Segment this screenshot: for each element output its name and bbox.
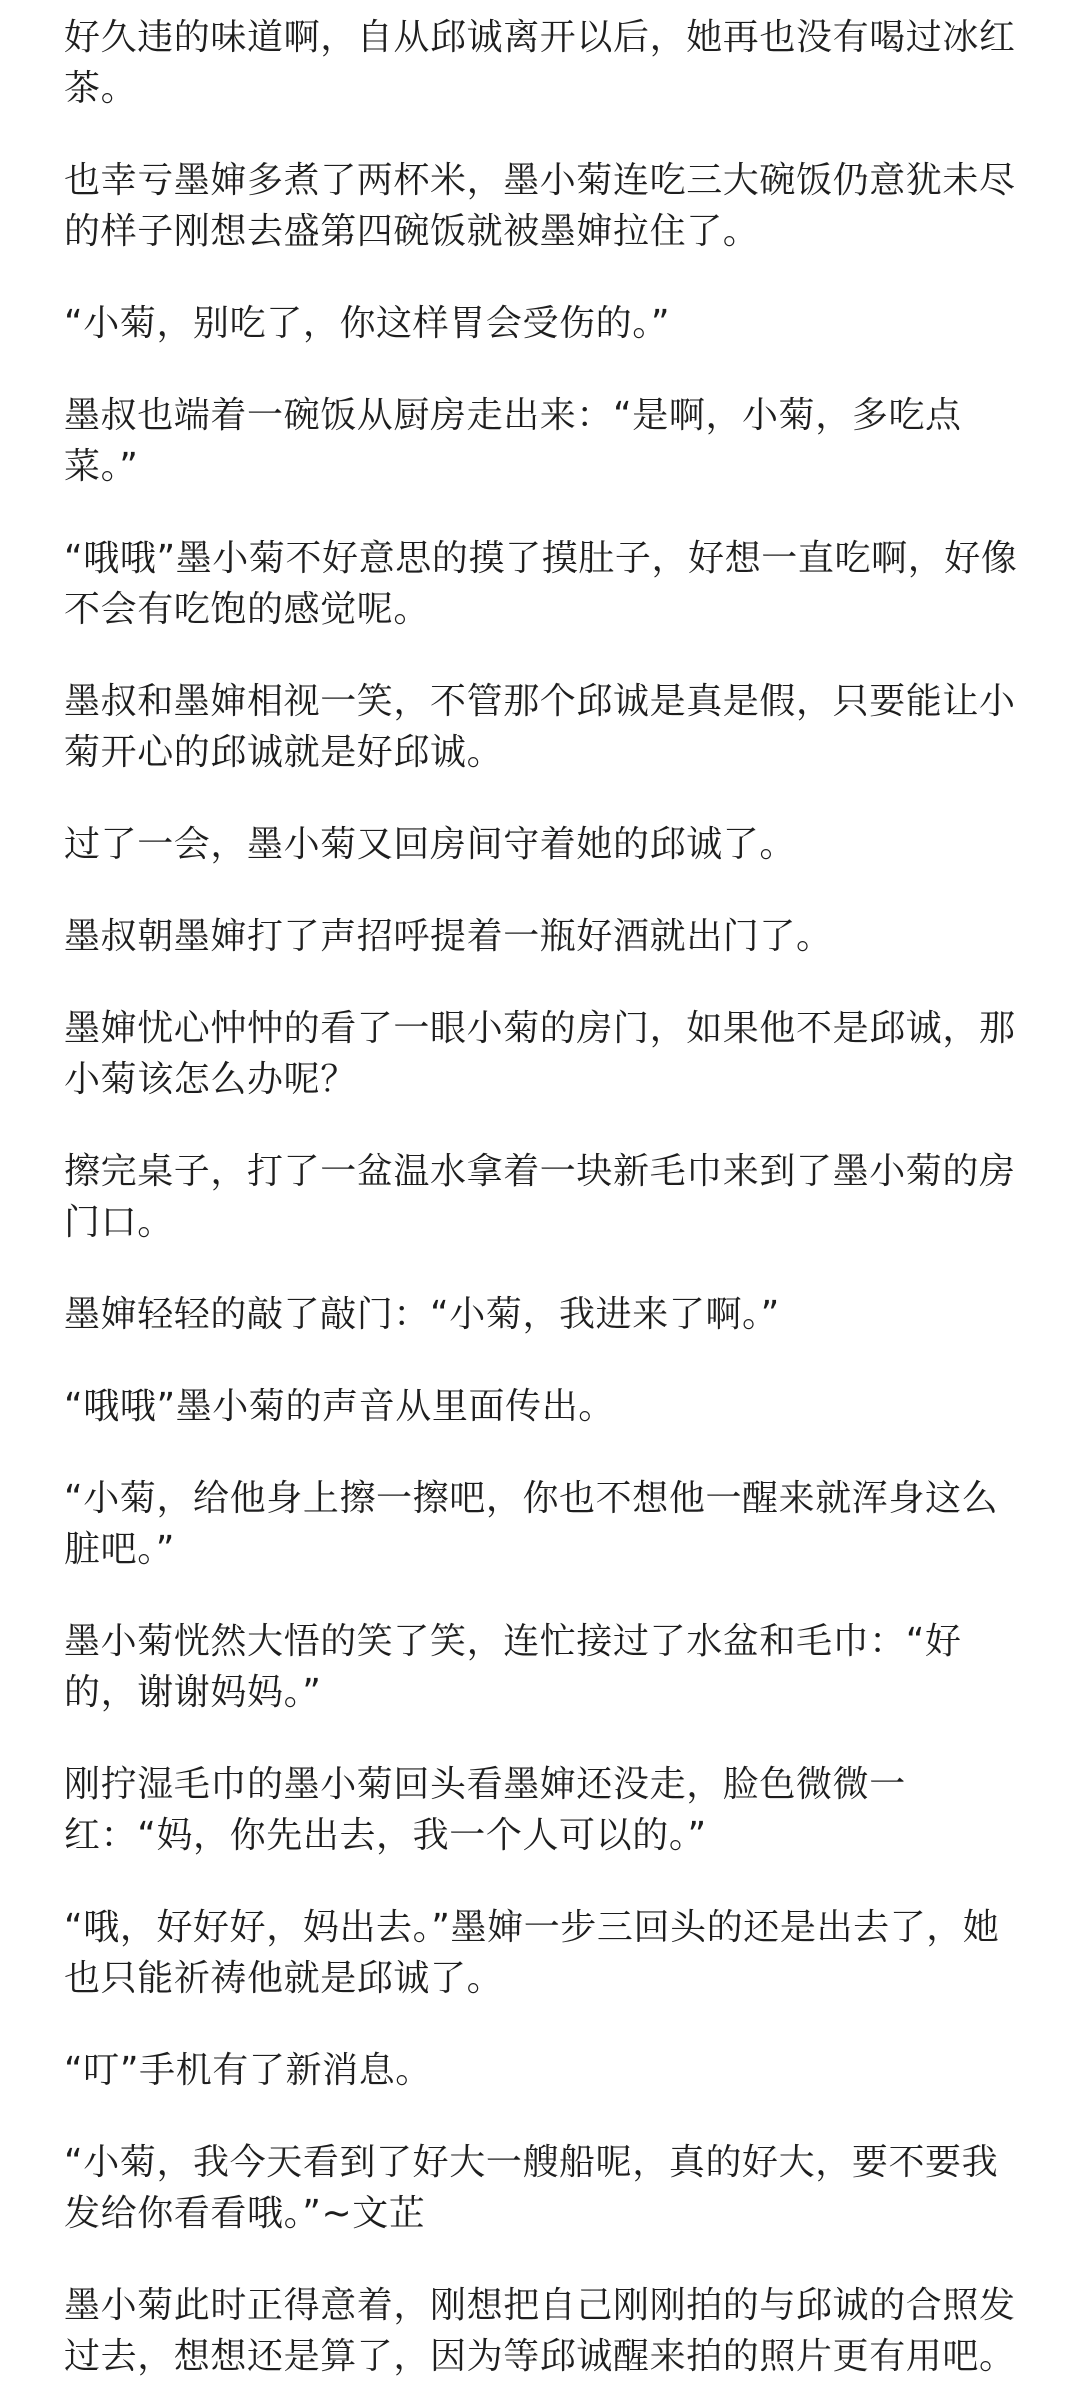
paragraph: 墨小菊此时正得意着，刚想把自己刚刚拍的与邱诚的合照发过去，想想还是算了，因为等邱诚醒来拍的照片更有用吧。	[64, 2285, 1016, 2377]
paragraph: “哦哦”墨小菊不好意思的摸了摸肚子，好想一直吃啊，好像不会有吃饱的感觉呢。	[64, 538, 1018, 630]
paragraph: 墨小菊恍然大悟的笑了笑，连忙接过了水盆和毛巾：“好的，谢谢妈妈。”	[64, 1621, 962, 1713]
paragraph: 墨婶忧心忡忡的看了一眼小菊的房门，如果他不是邱诚，那小菊该怎么办呢？	[64, 1008, 1016, 1100]
paragraph: “哦，好好好，妈出去。”墨婶一步三回头的还是出去了，她也只能祈祷他就是邱诚了。	[64, 1907, 1000, 1999]
paragraph: 好久违的味道啊，自从邱诚离开以后，她再也没有喝过冰红茶。	[64, 17, 1016, 109]
paragraph: 也幸亏墨婶多煮了两杯米，墨小菊连吃三大碗饭仍意犹未尽的样子刚想去盛第四碗饭就被墨婶拉住了。	[64, 160, 1016, 252]
paragraph: “叮”手机有了新消息。	[64, 2050, 432, 2091]
paragraph: 墨叔也端着一碗饭从厨房走出来：“是啊，小菊，多吃点菜。”	[64, 395, 962, 487]
paragraph: “小菊，别吃了，你这样胃会受伤的。”	[64, 303, 671, 344]
paragraph: 过了一会，墨小菊又回房间守着她的邱诚了。	[64, 824, 797, 865]
paragraph: 刚拧湿毛巾的墨小菊回头看墨婶还没走，脸色微微一红：“妈，你先出去，我一个人可以的。”	[64, 1764, 906, 1856]
paragraph: 墨婶轻轻的敲了敲门：“小菊，我进来了啊。”	[64, 1294, 780, 1335]
paragraph: “哦哦”墨小菊的声音从里面传出。	[64, 1386, 615, 1427]
paragraph: “小菊，给他身上擦一擦吧，你也不想他一醒来就浑身这么脏吧。”	[64, 1478, 999, 1570]
paragraph: 擦完桌子，打了一盆温水拿着一块新毛巾来到了墨小菊的房门口。	[64, 1151, 1016, 1243]
paragraph: 墨叔朝墨婶打了声招呼提着一瓶好酒就出门了。	[64, 916, 833, 957]
paragraph: 墨叔和墨婶相视一笑，不管那个邱诚是真是假，只要能让小菊开心的邱诚就是好邱诚。	[64, 681, 1016, 773]
paragraph: “小菊，我今天看到了好大一艘船呢，真的好大，要不要我发给你看看哦。”~文芷	[64, 2142, 999, 2234]
